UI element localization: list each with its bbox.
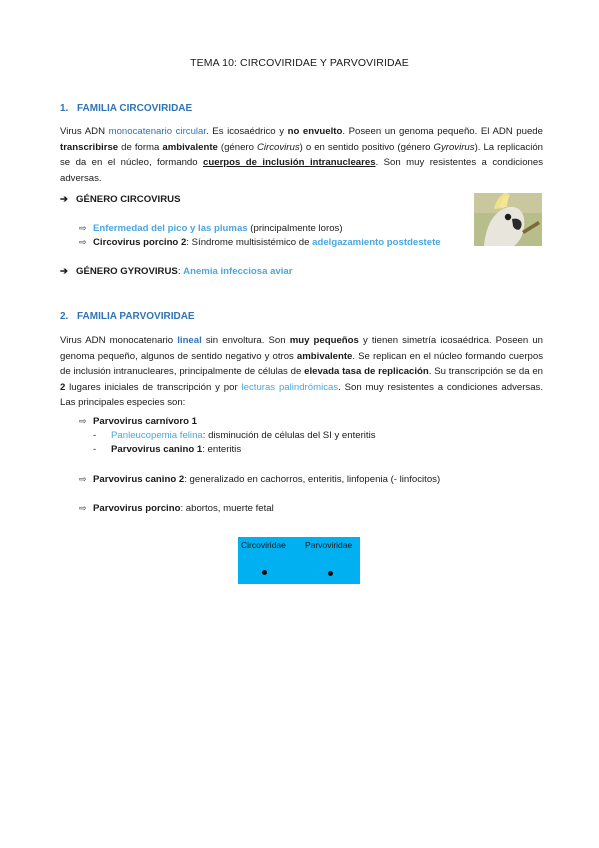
- sub-item: - Panleucopemia felina: disminución de células del SI y enteritis: [93, 430, 376, 441]
- species-item: ⇨ Parvovirus carnívoro 1: [79, 416, 197, 427]
- parrot-photo: [474, 193, 542, 246]
- genus-gyrovirus: ➔ GÉNERO GYROVIRUS: Anemia infecciosa aviar: [60, 266, 293, 277]
- section-2-heading: [60, 311, 195, 322]
- species-item: ⇨ Parvovirus porcino: abortos, muerte fetal: [79, 503, 274, 514]
- hollow-arrow-icon: ⇨: [79, 503, 87, 513]
- section-1-number: 1.: [60, 103, 69, 114]
- page-title: TEMA 10: CIRCOVIRIDAE Y PARVOVIRIDAE: [190, 57, 409, 69]
- figure-label-circoviridae: Circoviridae: [241, 540, 286, 550]
- virus-size-figure: [238, 537, 360, 584]
- hollow-arrow-icon: ⇨: [79, 223, 87, 233]
- hollow-arrow-icon: ⇨: [79, 474, 87, 484]
- section-1-heading: [60, 103, 192, 114]
- section-2-paragraph: Virus ADN monocatenario lineal sin envoltura. Son muy pequeños y tienen simetría icosaédrica. Poseen un genoma pequeño, algunos de sentido negativo y otros ambivalente. Se replican en el núcleo formando cuerpos de inclusión intranucleares, principalmente de células de elevada tasa de replicación. Su transcripción se da en 2 lugares iniciales de transcripción y por lecturas palindrómicas. Son muy resistentes a condiciones adversas. Las principales especies son:: [60, 335, 544, 409]
- arrow-right-icon: ➔: [60, 266, 69, 277]
- genus-circovirus: ➔ GÉNERO CIRCOVIRUS: [60, 194, 181, 205]
- circoviridae-particle: [262, 570, 267, 575]
- section-2-number: 2.: [60, 311, 69, 322]
- parvoviridae-particle: [328, 571, 333, 576]
- species-item: ⇨ Parvovirus canino 2: generalizado en cachorros, enteritis, linfopenia (- linfocitos): [79, 474, 441, 485]
- section-2-title: FAMILIA PARVOVIRIDAE: [77, 311, 195, 322]
- arrow-right-icon: ➔: [60, 194, 69, 205]
- list-item: ⇨ Circovirus porcino 2: Síndrome multisistémico de adelgazamiento postdestete: [79, 237, 441, 248]
- hollow-arrow-icon: ⇨: [79, 237, 87, 247]
- section-1-paragraph: Virus ADN monocatenario circular. Es icosaédrico y no envuelto. Poseen un genoma pequeño. El ADN puede transcribirse de forma ambivalente (género Circovirus) o en sentido positivo (género Gyrovirus). La replicación se da en el núcleo, formando cuerpos de inclusión intranucleares. Son muy resistentes a condiciones adversas.: [60, 126, 543, 184]
- section-1-title: FAMILIA CIRCOVIRIDAE: [77, 103, 193, 114]
- figure-label-parvoviridae: Parvoviridae: [305, 540, 353, 550]
- list-item: ⇨ Enfermedad del pico y las plumas (principalmente loros): [79, 223, 343, 234]
- hollow-arrow-icon: ⇨: [79, 416, 87, 426]
- sub-item: - Parvovirus canino 1: enteritis: [93, 444, 242, 455]
